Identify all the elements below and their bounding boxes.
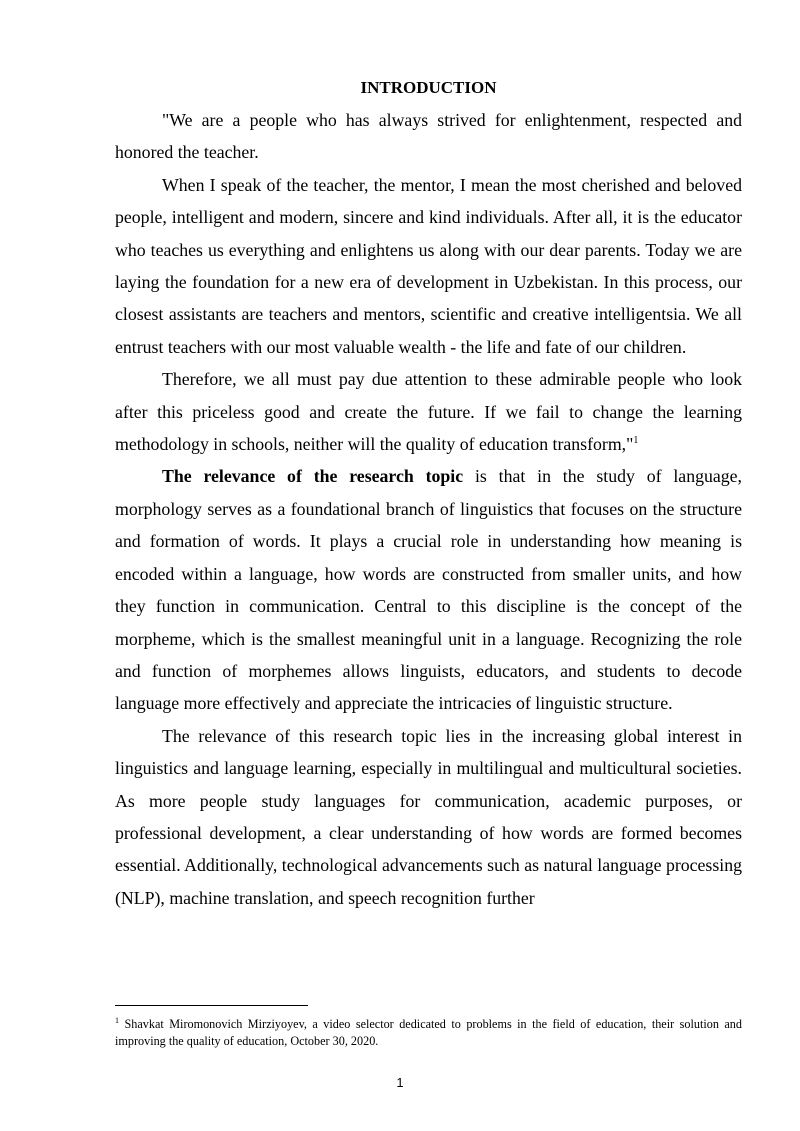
body-text bbox=[115, 104, 742, 914]
footnote-text: Shavkat Miromonovich Mirziyoyev, a video selector dedicated to problems in the field of education, their solution and improving the quality of education, October 30, 2020. bbox=[115, 1017, 742, 1048]
paragraph-global-interest: The relevance of this research topic lies in the increasing global interest in linguistics and language learning, especially in multilingual and multicultural societies. As more people study languages for communication, academic purposes, or professional development, a clear understanding of how words are formed becomes essential. Additionally, technological advancements such as natural language processing (NLP), machine translation, and speech recognition further bbox=[115, 725, 742, 908]
footnote-reference[interactable]: 1 bbox=[633, 435, 639, 447]
paragraph-attention-text: Therefore, we all must pay due attention to these admirable people who look after this priceless good and create the future. If we fail to change the learning methodology in schools, neither will the quality of education transform," bbox=[115, 369, 742, 455]
page-title: INTRODUCTION bbox=[360, 78, 497, 97]
relevance-heading: The relevance of the research topic bbox=[162, 466, 464, 487]
footnote-divider bbox=[115, 1005, 308, 1006]
footnote-marker: 1 bbox=[115, 1016, 119, 1025]
page-number: 1 bbox=[396, 1075, 404, 1090]
paragraph-quote-opening: "We are a people who has always strived for enlightenment, respected and honored the teacher. bbox=[115, 110, 742, 163]
paragraph-relevance bbox=[115, 460, 742, 719]
relevance-text: is that in the study of language, morphology serves as a foundational branch of linguistics that focuses on the structure and formation of words. It plays a crucial role in understanding how meaning is encoded within a language, how words are constructed from smaller units, and how they function in communication. Central to this discipline is the concept of the morpheme, which is the smallest meaningful unit in a language. Recognizing the role and function of morphemes allows linguists, educators, and students to decode language more effectively and appreciate the intricacies of linguistic structure. bbox=[115, 466, 742, 714]
footnote bbox=[115, 1013, 742, 1049]
paragraph-attention bbox=[115, 363, 742, 460]
paragraph-teacher: When I speak of the teacher, the mentor, I mean the most cherished and beloved people, intelligent and modern, sincere and kind individuals. After all, it is the educator who teaches us everything and enlightens us along with our dear parents. Today we are laying the foundation for a new era of development in Uzbekistan. In this process, our closest assistants are teachers and mentors, scientific and creative intelligentsia. We all entrust teachers with our most valuable wealth - the life and fate of our children. bbox=[115, 174, 742, 357]
